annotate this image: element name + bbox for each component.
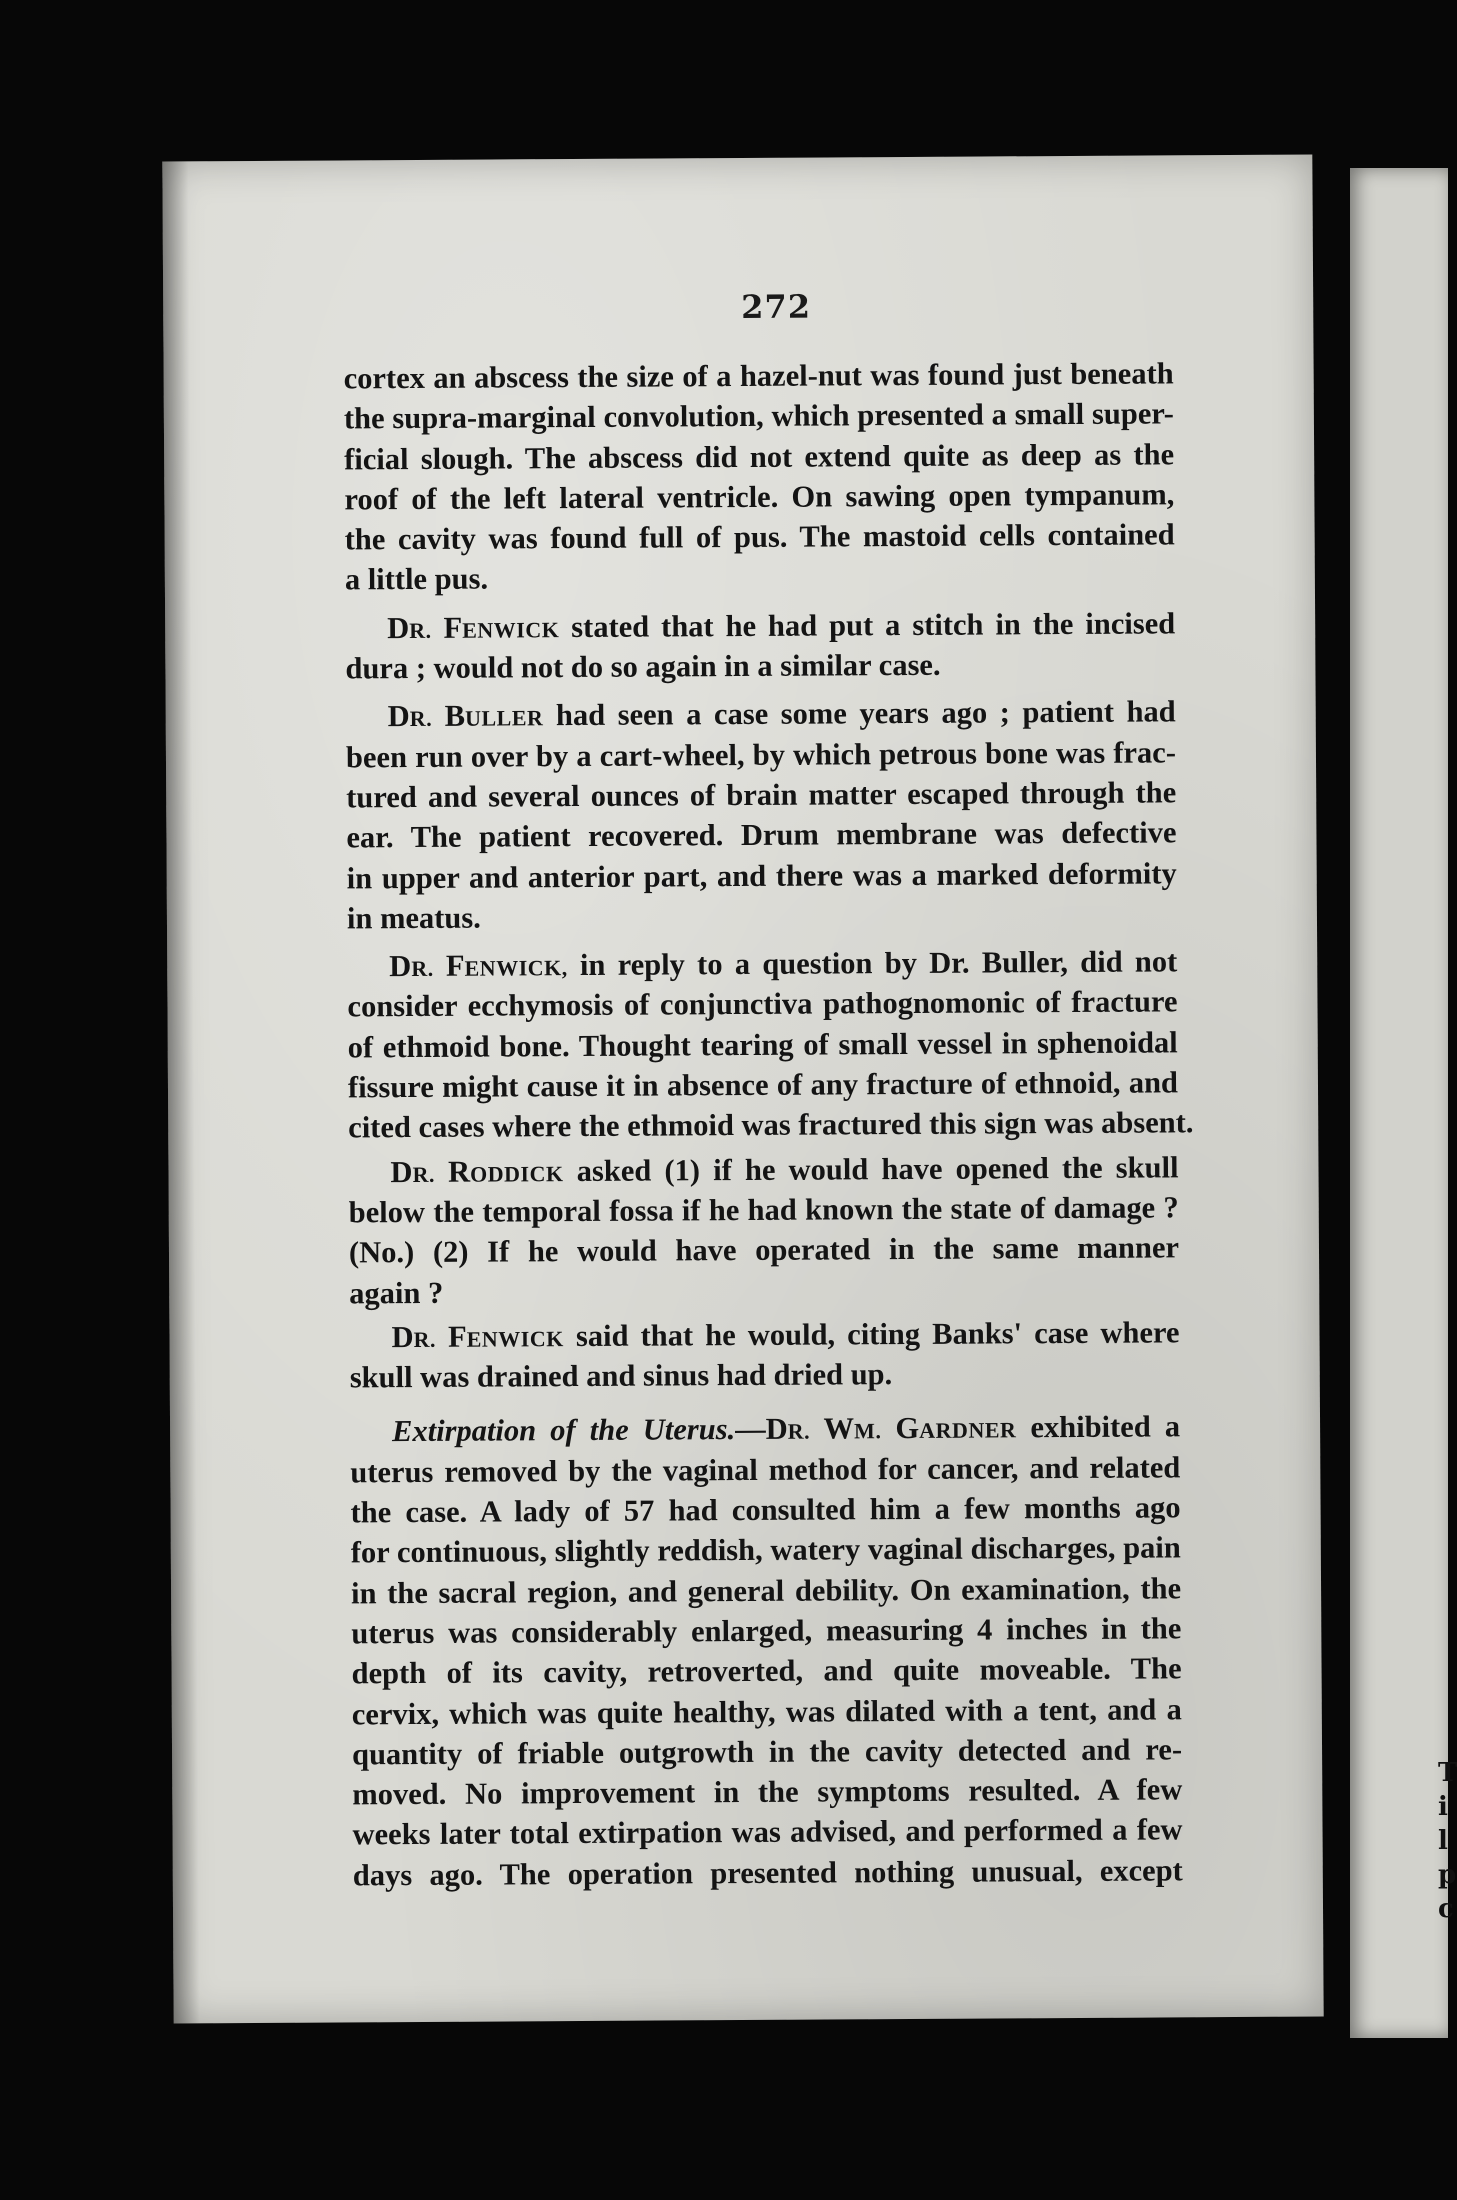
text-line: in meatus.: [346, 900, 481, 936]
text-line: the cavity was found full of pus. The mastoid cells contained: [344, 517, 1175, 557]
speaker-name: DR. RODDICK: [390, 1154, 564, 1189]
text-line: below the temporal fossa if he had known the state of damage ?: [348, 1190, 1179, 1230]
text-line: consider ecchymosis of conjunctiva pathognomonic of fracture: [347, 984, 1178, 1024]
text-fragment: said that he would, citing Banks' case where: [575, 1315, 1180, 1353]
scanned-page: [162, 155, 1323, 2024]
text-line: [345, 603, 1175, 648]
text-line: uterus was considerably enlarged, measuring 4 inches in the: [351, 1611, 1182, 1651]
adjacent-page-letter: T: [1438, 1758, 1457, 1788]
adjacent-page-letter: p: [1438, 1860, 1457, 1890]
text-line: [350, 1407, 1180, 1452]
text-line: [349, 1312, 1179, 1357]
text-line: [347, 942, 1177, 987]
text-line: been run over by a cart-wheel, by which petrous bone was frac-: [345, 735, 1177, 775]
adjacent-page-edge: [1350, 168, 1457, 2038]
text-line: fissure might cause it in absence of any fracture of ethnoid, and: [347, 1065, 1179, 1105]
page-number: 272: [741, 287, 812, 326]
paragraph: [349, 1312, 1179, 1398]
section-heading: Extirpation of the Uterus.: [391, 1412, 736, 1449]
text-line: moved. No improvement in the symptoms resulted. A few: [352, 1772, 1183, 1812]
paragraph: [344, 353, 1175, 600]
adjacent-page-letter: l: [1438, 1826, 1448, 1856]
text-line: in upper and anterior part, and there was a marked deformity: [346, 855, 1177, 895]
text-fragment: exhibited a: [1030, 1409, 1181, 1445]
text-line: [346, 692, 1176, 737]
speaker-name: DR. FENWICK: [391, 1319, 564, 1354]
paragraph: [348, 1147, 1179, 1313]
text-fragment: in reply to a question by Dr. Buller, did not: [579, 944, 1178, 983]
paragraph: [347, 942, 1194, 1149]
speaker-name: DR. FENWICK,: [389, 948, 568, 984]
text-line: for continuous, slightly reddish, watery vaginal discharges, pain: [350, 1530, 1181, 1570]
adjacent-page-letter: i: [1438, 1792, 1448, 1822]
text-line: days ago. The operation presented nothing unusual, except: [352, 1853, 1183, 1893]
text-line: ficial slough. The abscess did not extend quite as deep as the: [344, 436, 1175, 477]
text-line: skull was drained and sinus had dried up.: [349, 1357, 893, 1395]
text-line: the case. A lady of 57 had consulted him a few months ago: [350, 1490, 1181, 1530]
text-line: cervix, which was quite healthy, was dilated with a tent, and a: [351, 1691, 1182, 1731]
text-line: tured and several ounces of brain matter escaped through the: [346, 775, 1177, 815]
text-fragment: asked (1) if he would have opened the skull: [576, 1149, 1179, 1188]
text-line: cited cases where the ethmoid was fractured this sign was absent.: [348, 1105, 1194, 1145]
text-fragment: stated that he had put a stitch in the incised: [571, 606, 1176, 644]
speaker-name: DR. FENWICK: [387, 610, 560, 645]
text-line: quantity of friable outgrowth in the cavity detected and re-: [351, 1732, 1183, 1772]
text-line: again ?: [349, 1275, 444, 1310]
text-line: dura ; would not do so again in a similar case.: [345, 647, 941, 686]
paragraph: [346, 692, 1177, 939]
paragraph: [350, 1407, 1183, 1896]
body-text: [343, 353, 1194, 1895]
text-line: uterus removed by the vaginal method for cancer, and related: [350, 1450, 1181, 1490]
page-binding-shadow: [162, 161, 199, 2023]
paragraph: [345, 603, 1175, 689]
text-line: of ethmoid bone. Thought tearing of small vessel in sphenoidal: [347, 1025, 1178, 1065]
text-line: in the sacral region, and general debility. On examination, the: [350, 1570, 1182, 1611]
text-line: the supra-marginal convolution, which presented a small super-: [343, 396, 1174, 436]
speaker-name: —DR. WM. GARDNER: [735, 1411, 1017, 1447]
speaker-name: DR. BULLER: [387, 699, 544, 734]
text-line: depth of its cavity, retroverted, and quite moveable. The: [351, 1651, 1182, 1691]
adjacent-page-letter: c: [1438, 1894, 1454, 1924]
text-line: (No.) (2) If he would have operated in the same manner: [348, 1230, 1180, 1270]
text-fragment: had seen a case some years ago ; patient had: [555, 694, 1176, 733]
text-line: roof of the left lateral ventricle. On sawing open tympanum,: [344, 477, 1175, 517]
text-line: ear. The patient recovered. Drum membrane was defective: [346, 815, 1177, 855]
text-line: [348, 1147, 1178, 1192]
text-line: weeks later total extirpation was advised, and performed a few: [352, 1812, 1183, 1852]
text-line: a little pus.: [344, 562, 489, 597]
text-line: cortex an abscess the size of a hazel-nut was found just beneath: [343, 356, 1174, 396]
